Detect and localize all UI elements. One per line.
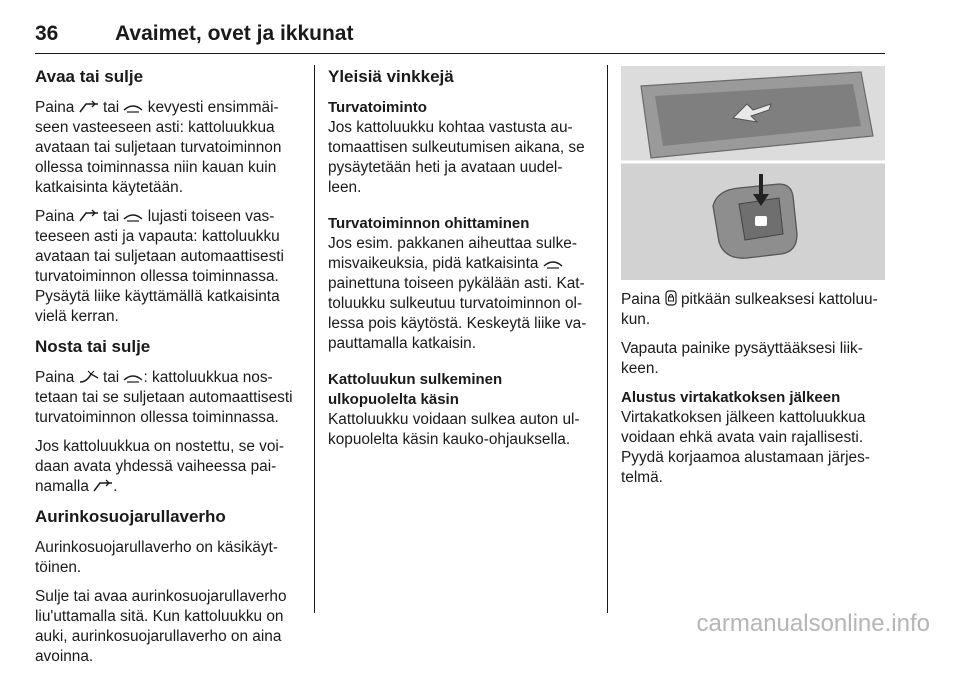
paragraph: Paina pitkään sulkeaksesi kattoluu-kun. bbox=[621, 291, 878, 328]
paragraph: Jos kattoluukkua on nostettu, se voi-daan avata yhdessä vaiheessa pai-namalla . bbox=[35, 438, 284, 495]
sunroof-open-icon bbox=[93, 479, 113, 493]
paragraph: Kattoluukku voidaan sulkea auton ul-kopuolelta käsin kauko-ohjauksella. bbox=[328, 411, 580, 448]
sunroof-open-icon bbox=[79, 209, 99, 223]
key-lock-icon bbox=[665, 290, 677, 306]
column-divider-1 bbox=[314, 65, 315, 613]
page-number: 36 bbox=[35, 22, 59, 45]
sunroof-key-illustration bbox=[621, 66, 885, 280]
section-title-sunshade: Aurinkosuojarullaverho bbox=[35, 507, 226, 526]
subheading-override-safety: Turvatoiminnon ohittaminen bbox=[328, 215, 530, 232]
subheading-safety-function: Turvatoiminto bbox=[328, 99, 427, 116]
sunroof-close-icon bbox=[543, 256, 563, 270]
subheading-close-from-outside: Kattoluukun sulkeminen ulkopuolelta käsin bbox=[328, 371, 503, 408]
section-title-tilt: Nosta tai sulje bbox=[35, 337, 151, 356]
paragraph: Aurinkosuojarullaverho on käsikäyt-töinen. bbox=[35, 539, 278, 576]
sunroof-tilt-icon bbox=[79, 370, 99, 384]
chapter-title: Avaimet, ovet ja ikkunat bbox=[115, 22, 354, 45]
subheading-power-failure-init: Alustus virtakatkoksen jälkeen bbox=[621, 389, 841, 406]
paragraph: Vapauta painike pysäyttääksesi liik-keen. bbox=[621, 340, 863, 377]
paragraph: Paina tai : kattoluukkua nos-tetaan tai se suljetaan automaattisesti turvatoiminnon ollessa toiminnassa. bbox=[35, 369, 293, 426]
header-rule bbox=[35, 53, 885, 54]
column-3 bbox=[621, 290, 887, 497]
paragraph: Jos esim. pakkanen aiheuttaa sulke-misvaikeuksia, pidä katkaisinta painettuna toiseen pykälään asti. Kat-toluukku sulkeutuu turvatoiminnon ol-lessa pois käytöstä. Keskeytä liike va-pauttamalla katkaisin. bbox=[328, 235, 587, 352]
sunroof-close-icon bbox=[123, 100, 143, 114]
section-title-general-tips: Yleisiä vinkkejä bbox=[328, 67, 454, 86]
paragraph: Virtakatkoksen jälkeen kattoluukkua voidaan ehkä avata vain rajallisesti. Pyydä korjaamoa alustamaan järjes-telmä. bbox=[621, 409, 870, 486]
column-divider-2 bbox=[607, 65, 608, 613]
column-2 bbox=[328, 62, 594, 459]
section-title-open-close: Avaa tai sulje bbox=[35, 67, 144, 86]
sunroof-close-icon bbox=[123, 209, 143, 223]
paragraph: Sulje tai avaa aurinkosuojarullaverho liu'uttamalla sitä. Kun kattoluukku on auki, aurinkosuojarullaverho on aina avoinna. bbox=[35, 588, 287, 665]
paragraph: Jos kattoluukku kohtaa vastusta au-tomaattisen sulkeutumisen aikana, se pysäytetään heti ja avataan uudel-leen. bbox=[328, 119, 585, 196]
illustration-graphic bbox=[621, 66, 885, 280]
page-header bbox=[35, 22, 885, 54]
paragraph: Paina tai lujasti toiseen vas-teeseen asti ja vapauta: kattoluukku avataan tai suljetaan automaattisesti turvatoiminnon ollessa toiminnassa. Pysäytä liike käyttämällä katkaisinta vielä kerran. bbox=[35, 208, 284, 325]
watermark: carmanualsonline.info bbox=[696, 610, 930, 637]
paragraph: Paina tai kevyesti ensimmäi-seen vasteeseen asti: kattoluukkua avataan tai suljetaan turvatoiminnon ollessa toiminnassa niin kauan kuin katkaisinta käytetään. bbox=[35, 99, 282, 196]
sunroof-close-icon bbox=[123, 370, 143, 384]
sunroof-open-icon bbox=[79, 100, 99, 114]
column-1 bbox=[35, 62, 305, 676]
